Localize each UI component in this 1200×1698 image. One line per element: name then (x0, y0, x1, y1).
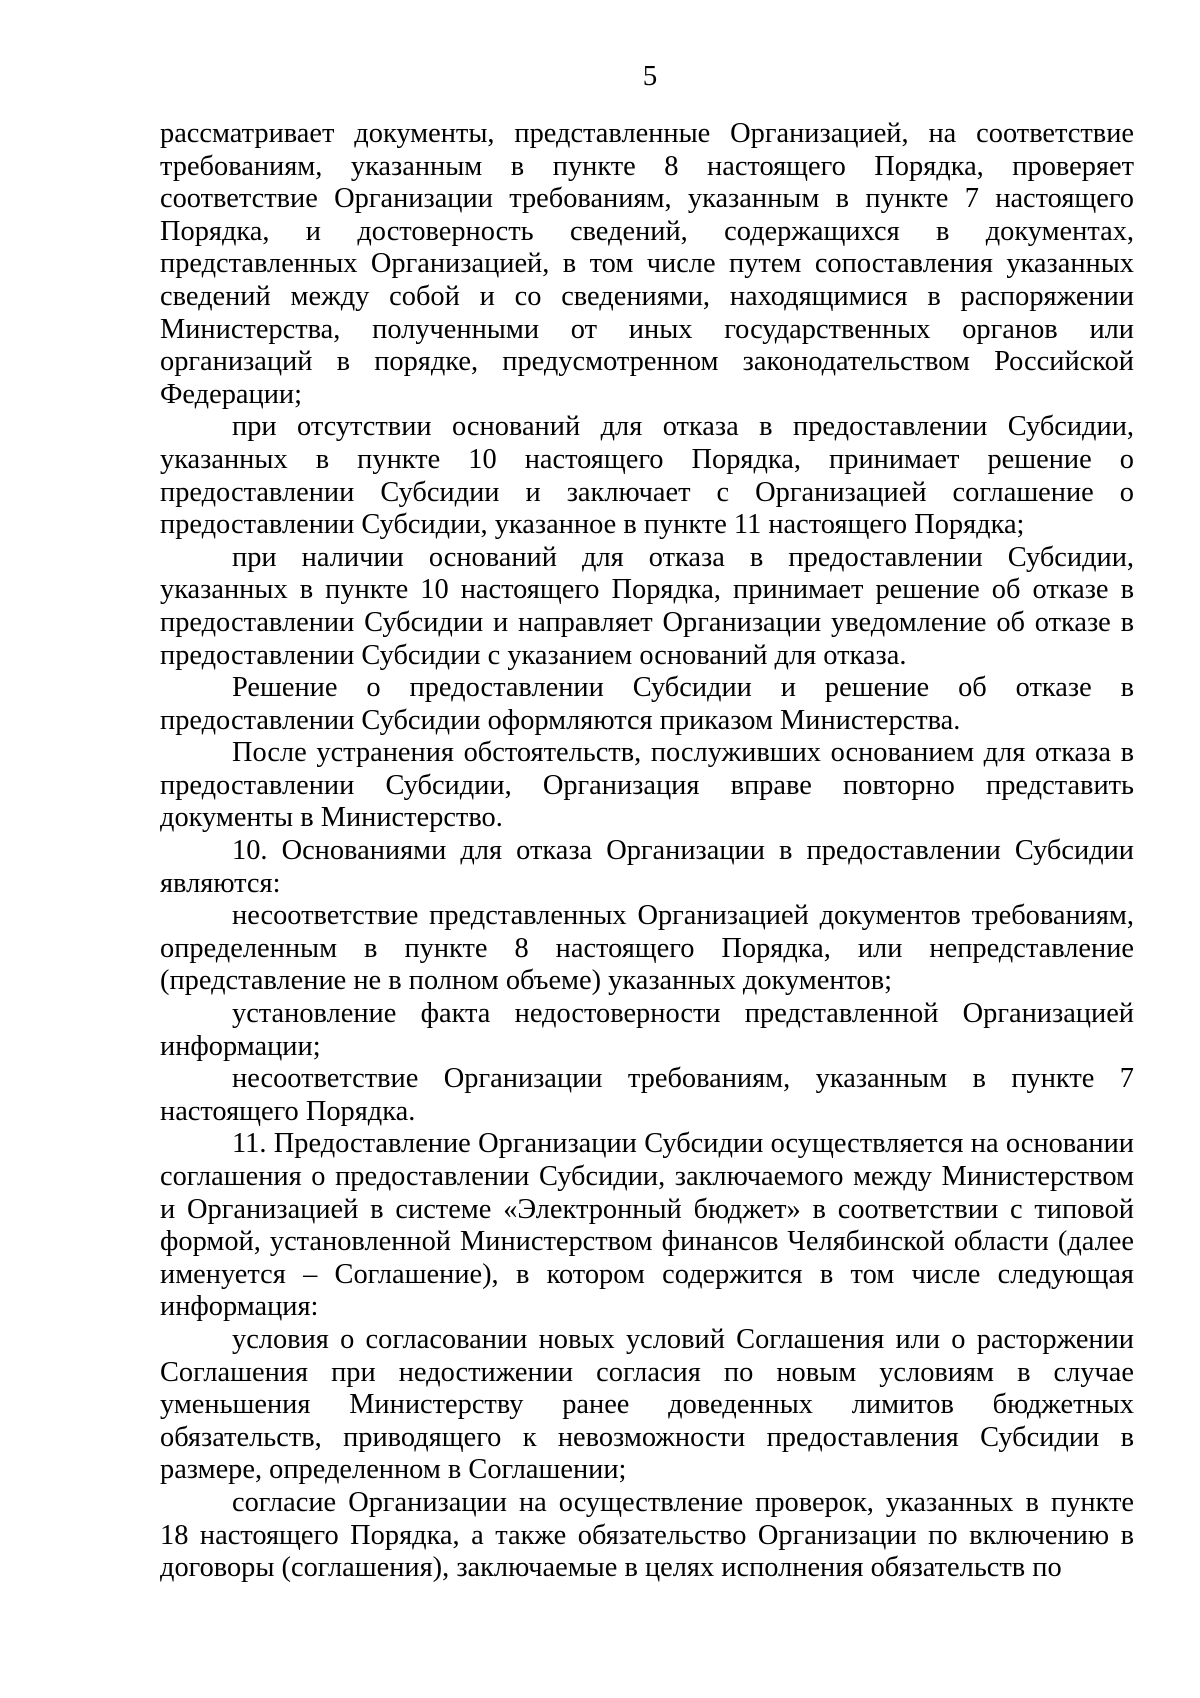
paragraph: После устранения обстоятельств, послуживших основанием для отказа в предоставлении Субсидии, Организация вправе повторно представить документы в Министерство. (160, 737, 1134, 834)
paragraph: при наличии оснований для отказа в предоставлении Субсидии, указанных в пункте 10 настоящего Порядка, принимает решение об отказе в предоставлении Субсидии и направляет Организации уведомление об отказе в предоставлении Субсидии с указанием оснований для отказа. (160, 541, 1134, 671)
paragraph: несоответствие представленных Организацией документов требованиям, определенным в пункте 8 настоящего Порядка, или непредставление (представление не в полном объеме) указанных документов; (160, 900, 1134, 997)
paragraph: рассматривает документы, представленные Организацией, на соответствие требованиям, указанным в пункте 8 настоящего Порядка, проверяет соответствие Организации требованиям, указанным в пункте 7 настоящего Порядка, и достоверность сведений, содержащихся в документах, представленных Организацией, в том числе путем сопоставления указанных сведений между собой и со сведениями, находящимися в распоряжении Министерства, полученными от иных государственных органов или организаций в порядке, предусмотренном законодательством Российской Федерации; (160, 118, 1134, 410)
paragraph: Решение о предоставлении Субсидии и решение об отказе в предоставлении Субсидии оформляются приказом Министерства. (160, 672, 1134, 736)
paragraph: согласие Организации на осуществление проверок, указанных в пункте 18 настоящего Порядка, а также обязательство Организации по включению в договоры (соглашения), заключаемые в целях исполнения обязательств по (160, 1486, 1134, 1584)
paragraph: установление факта недостоверности представленной Организацией информации; (160, 998, 1134, 1062)
paragraph: условия о согласовании новых условий Соглашения или о расторжении Соглашения при недостижении согласия по новым условиям в случае уменьшения Министерству ранее доведенных лимитов бюджетных обязательств, приводящего к невозможности предоставления Субсидии в размере, определенном в Соглашении; (160, 1323, 1134, 1486)
paragraph: 11. Предоставление Организации Субсидии осуществляется на основании соглашения о предоставлении Субсидии, заключаемого между Министерством и Организацией в системе «Электронный бюджет» в соответствии с типовой формой, установленной Министерством финансов Челябинской области (далее именуется – Соглашение), в котором содержится в том числе следующая информация: (160, 1128, 1134, 1323)
paragraph: 10. Основаниями для отказа Организации в предоставлении Субсидии являются: (160, 835, 1134, 899)
paragraph: несоответствие Организации требованиям, указанным в пункте 7 настоящего Порядка. (160, 1063, 1134, 1127)
document-body (160, 118, 1134, 1585)
paragraph: при отсутствии оснований для отказа в предоставлении Субсидии, указанных в пункте 10 настоящего Порядка, принимает решение о предоставлении Субсидии и заключает с Организацией соглашение о предоставлении Субсидии, указанное в пункте 11 настоящего Порядка; (160, 411, 1134, 541)
page-number: 5 (642, 60, 658, 92)
